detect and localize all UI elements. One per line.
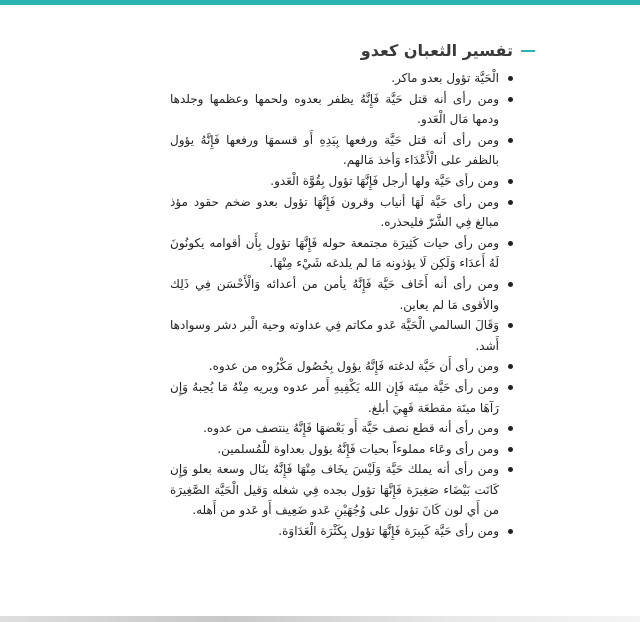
list-item-text: ومن رأى وعَاء مملوءاً بحيات فَإِنَّهُ يؤول بعداوة للْمُسلمين. <box>217 441 499 456</box>
interpretation-list <box>170 68 535 542</box>
bullet-icon <box>508 241 513 246</box>
list-item <box>170 377 535 418</box>
list-item <box>170 439 535 460</box>
bullet-icon <box>508 97 513 102</box>
top-accent-bar <box>0 0 640 5</box>
bullet-icon <box>508 200 513 205</box>
bullet-icon <box>508 323 513 328</box>
bullet-icon <box>508 447 513 452</box>
list-item-text: ومن رأى أنه يملك حَيَّة وَلَيْسَ يخَاف مِنْهَا فَإِنَّهُ ينَال وسعة بعلو وَإِن كَانَت بَيْضَاء صَغِيرَة فَإِنَّهَا تؤول بجده فِي شغله وَقيل الْحَيَّة الصَّغِيرَة من أَي لون كَانَ تؤول على وُجُهَيْنِ عَدو ضَعِيف أَو عَدو من أَهله. <box>170 462 499 518</box>
list-item <box>170 192 535 233</box>
list-item <box>170 130 535 171</box>
bullet-icon <box>508 364 513 369</box>
bottom-edge-shadow <box>0 616 640 622</box>
list-item-text: وَقَالَ السالمي الْحَيَّة عَدو مكاتم فِي عداوته وحية الْبر دشر وسوادها أَشد. <box>170 318 499 353</box>
bullet-icon <box>508 76 513 81</box>
list-item <box>170 233 535 274</box>
list-item-text: ومن رأى حَيَّة لَهَا أنياب وقرون فَإِنَّهَا تؤول بعدو ضخم حقود مؤذ مبالغ فِي الشَّرّ فليحذره. <box>170 194 499 230</box>
list-item-text: الْحَيَّة تؤول بعدو ماكر. <box>391 71 499 85</box>
list-item-text: ومن رأى أنه قطع نصف حَيَّة أَو بَعْضهَا فَإِنَّهُ ينتصف من عدوه. <box>203 421 499 436</box>
bullet-icon <box>508 282 513 287</box>
list-item <box>170 171 535 192</box>
list-item-text: ومن رأى أنه قتل حَيَّة ورفعها بِيَدِهِ أَو قسمهَا ورفعها فَإِنَّهُ يؤول بالظفر على الْأَعْدَاء وَأخذ مَالهم. <box>170 132 499 168</box>
list-item <box>170 274 535 315</box>
list-item-text: ومن رأى أنه قتل حَيَّة فَإِنَّهُ يظفر بعدوه ولحمها وعظمها وجلدها ودمها مَال الْعَدو. <box>170 91 499 127</box>
list-item-text: ومن رأى أنه أَخَاف حَيَّة فَإِنَّهُ يأمن من أعدائه وَالْأَحْسَن فِي ذَلِك والأقوى مَا لم يعاين. <box>170 276 499 312</box>
list-item-text: ومن رأى حَيَّة ميتَة فَإِن الله يَكْفِيهِ أَمر عدوه ويريه مِنْهُ مَا يُحِبهُ وَإِن رَآهَا ميتَة مقطعَة فَهِيَ أبلغ. <box>170 379 499 415</box>
article-content <box>170 36 535 542</box>
bullet-icon <box>508 426 513 431</box>
list-item <box>170 68 535 89</box>
bullet-icon <box>508 138 513 143</box>
section-heading: تفسير الثعبان كعدو <box>360 41 513 60</box>
bullet-icon <box>508 179 513 184</box>
bullet-icon <box>508 467 513 472</box>
bullet-icon <box>508 529 513 534</box>
list-item-text: ومن رأى حيات كَثِيرَة مجتمعة حوله فَإِنَّهَا تؤول بِأَن أقوامه يكونُونَ لَهُ أَعدَاء وَلَكِن لَا يؤذونه مَا لم يلدغه شَيْء مِنْهَا. <box>170 235 499 271</box>
list-item <box>170 89 535 130</box>
bullet-icon <box>508 385 513 390</box>
list-item <box>170 521 535 542</box>
heading-row <box>170 36 535 66</box>
list-item-text: ومن رأى أَن حَيَّة لدغته فَإِنَّهُ يؤول بِحُصُول مَكْرُوه من عدوه. <box>208 359 499 374</box>
list-item <box>170 356 535 377</box>
heading-accent-mark <box>521 50 535 52</box>
list-item-text: ومن رأى حَيَّة كَبِيرَة فَإِنَّهَا تؤول بِكَثْرَة الْعَدَاوَة. <box>278 524 499 539</box>
list-item-text: ومن رأى حَيَّة ولها أرجل فَإِنَّهَا تؤول بِقُوَّة الْعَدو. <box>270 173 499 188</box>
list-item <box>170 459 535 521</box>
list-item <box>170 315 535 356</box>
list-item <box>170 418 535 439</box>
